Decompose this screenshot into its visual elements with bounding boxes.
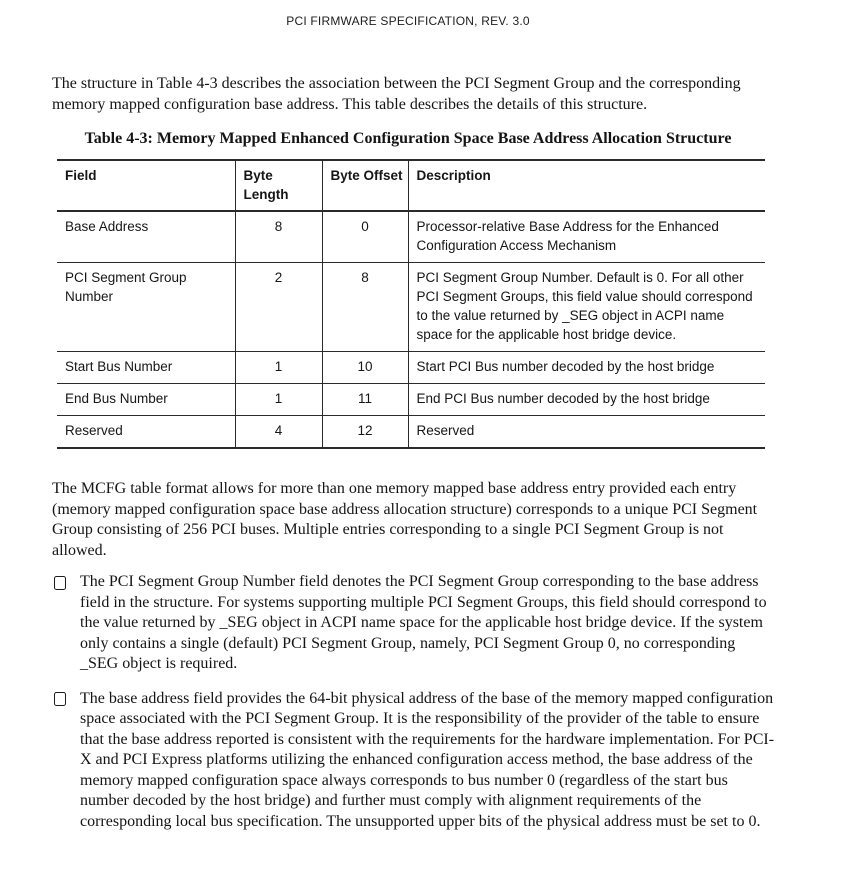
cell-byte-offset: 8: [322, 263, 408, 352]
column-header-byte-offset: Byte Offset: [322, 160, 408, 211]
page-header-title: PCI FIRMWARE SPECIFICATION, REV. 3.0: [286, 14, 530, 28]
checkbox-bullet-icon: [54, 576, 66, 590]
table-header-row: [57, 160, 765, 211]
cell-byte-offset: 11: [322, 384, 408, 416]
list-item: [52, 572, 776, 675]
cell-field: End Bus Number: [57, 384, 235, 416]
cell-byte-length: 1: [235, 384, 322, 416]
cell-byte-length: 2: [235, 263, 322, 352]
cell-description: Processor-relative Base Address for the Enhanced Configuration Access Mechanism: [408, 211, 765, 263]
list-item: [52, 689, 776, 833]
bullet-text: The base address field provides the 64-bit physical address of the base of the memory mapped configuration space associated with the PCI Segment Group. It is the responsibility of the provider of the table to ensure that the base address reported is consistent with the requirements for the hardware implementation. For PCI-X and PCI Express platforms utilizing the enhanced configuration access method, the base address of the memory mapped configuration space always corresponds to bus number 0 (regardless of the start bus number decoded by the host bridge) and further must comply with alignment requirements of the corresponding local bus specification. The unsupported upper bits of the physical address must be set to 0.: [80, 689, 775, 830]
mcfg-structure-table: [57, 159, 765, 449]
cell-byte-length: 4: [235, 416, 322, 449]
column-header-byte-length: Byte Length: [235, 160, 322, 211]
table-row: [57, 352, 765, 384]
cell-field: Base Address: [57, 211, 235, 263]
cell-byte-offset: 12: [322, 416, 408, 449]
table-caption: Table 4-3: Memory Mapped Enhanced Configuration Space Base Address Allocation Structure: [84, 130, 732, 147]
table-row: [57, 211, 765, 263]
bullet-list: [52, 572, 776, 832]
cell-description: Start PCI Bus number decoded by the host bridge: [408, 352, 765, 384]
cell-byte-length: 1: [235, 352, 322, 384]
cell-description: End PCI Bus number decoded by the host bridge: [408, 384, 765, 416]
cell-byte-offset: 10: [322, 352, 408, 384]
table-row: [57, 384, 765, 416]
bullet-text: The PCI Segment Group Number field denotes the PCI Segment Group corresponding to the base address field in the structure. For systems supporting multiple PCI Segment Groups, this field should correspond to the value returned by _SEG object in ACPI name space for the applicable host bridge device. If the system only contains a single (default) PCI Segment Group, namely, PCI Segment Group 0, no corresponding _SEG object is required.: [80, 573, 767, 672]
cell-description: Reserved: [408, 416, 765, 449]
cell-byte-offset: 0: [322, 211, 408, 263]
cell-field: PCI Segment Group Number: [57, 263, 235, 352]
table-row: [57, 263, 765, 352]
cell-field: Reserved: [57, 416, 235, 449]
cell-field: Start Bus Number: [57, 352, 235, 384]
checkbox-bullet-icon: [54, 692, 66, 706]
table-row: [57, 416, 765, 449]
intro-paragraph: The structure in Table 4-3 describes the association between the PCI Segment Group and the corresponding memory mapped configuration base address. This table describes the details of this structure.: [52, 75, 741, 113]
column-header-field: Field: [57, 160, 235, 211]
cell-description: PCI Segment Group Number. Default is 0. For all other PCI Segment Groups, this field value should correspond to the value returned by _SEG object in ACPI name space for the applicable host bridge device.: [408, 263, 765, 352]
cell-byte-length: 8: [235, 211, 322, 263]
mcfg-paragraph: The MCFG table format allows for more than one memory mapped base address entry provided each entry (memory mapped configuration space base address allocation structure) corresponds to a unique PCI Segment Group consisting of 256 PCI buses. Multiple entries corresponding to a single PCI Segment Group is not allowed.: [52, 480, 758, 559]
column-header-description: Description: [408, 160, 765, 211]
